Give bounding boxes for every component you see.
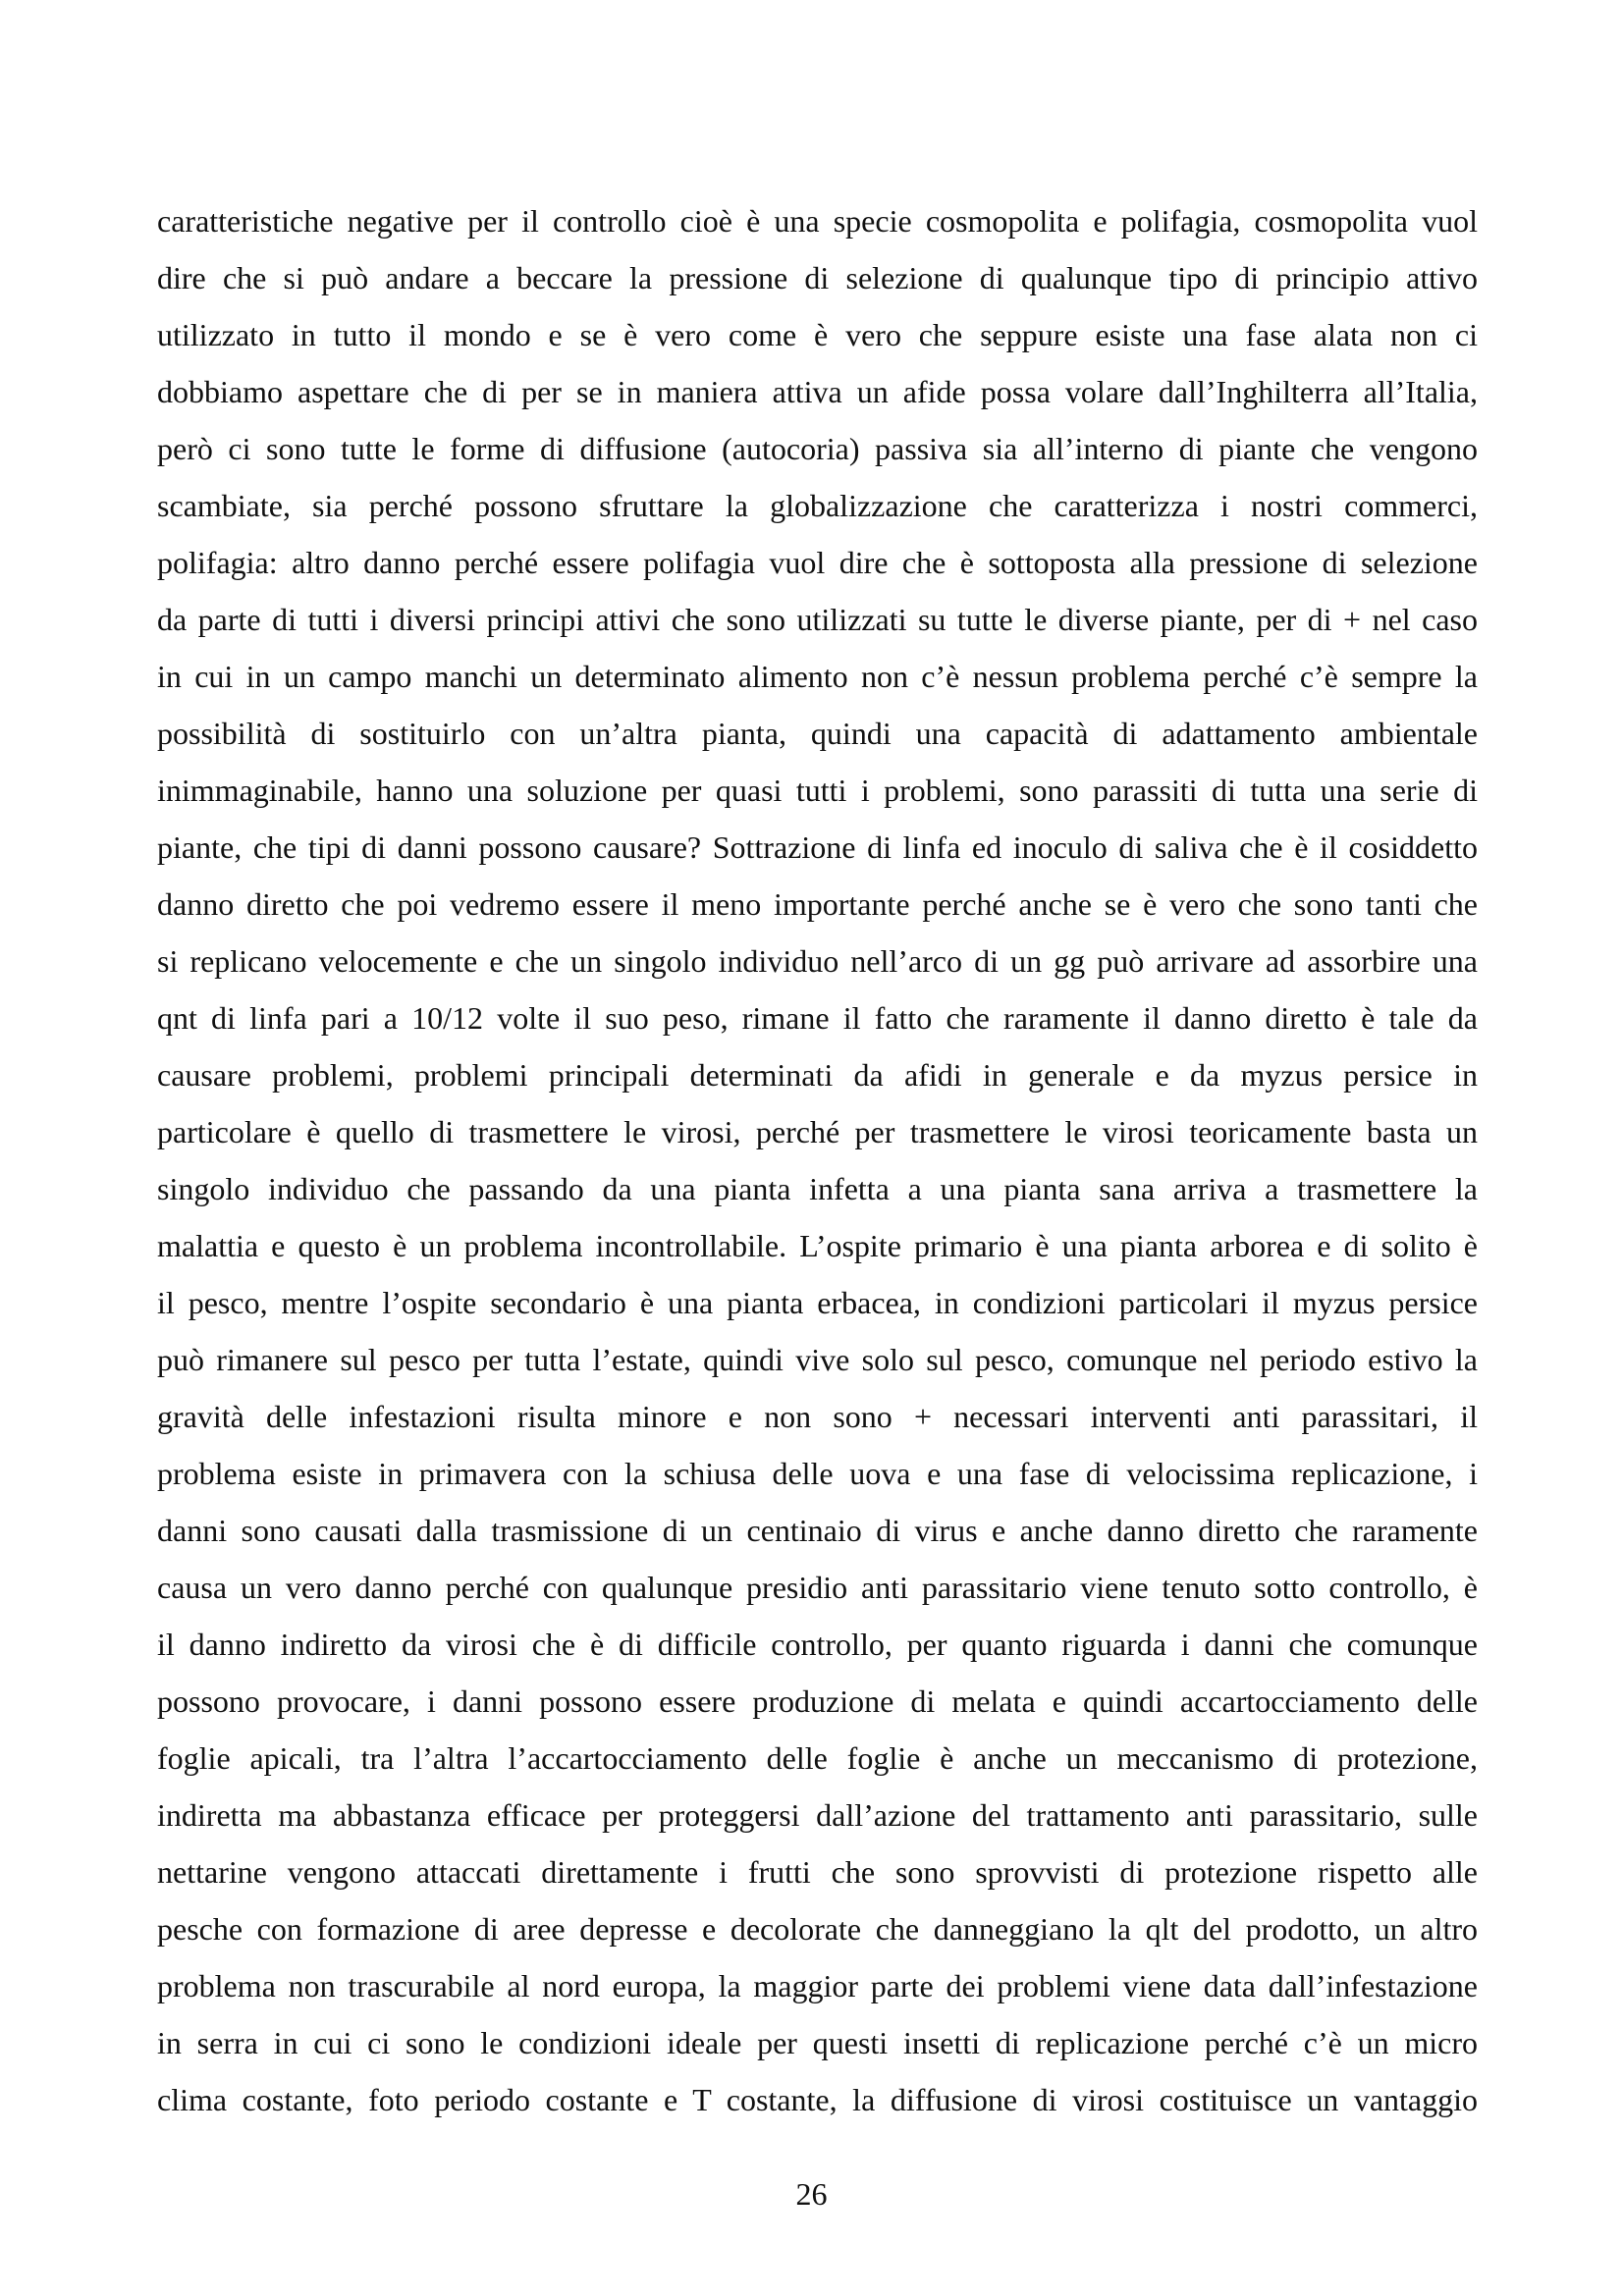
text-line: possono provocare, i danni possono essere produzione di melata e quindi accartocciamento delle <box>157 1683 1478 1719</box>
text-line: da parte di tutti i diversi principi attivi che sono utilizzati su tutte le diverse piante, per di + nel caso <box>157 602 1478 637</box>
text-line: gravità delle infestazioni risulta minore e non sono + necessari interventi anti parassitari, il <box>157 1399 1478 1434</box>
text-line: caratteristiche negative per il controllo cioè è una specie cosmopolita e polifagia, cosmopolita vuol <box>157 203 1478 239</box>
text-line: foglie apicali, tra l’altra l’accartocciamento delle foglie è anche un meccanismo di protezione, <box>157 1740 1478 1776</box>
text-line: indiretta ma abbastanza efficace per proteggersi dall’azione del trattamento anti parassitario, sulle <box>157 1797 1478 1833</box>
text-line: problema non trascurabile al nord europa, la maggior parte dei problemi viene data dall’infestazione <box>157 1968 1478 2003</box>
body-text <box>157 192 1478 2128</box>
text-line: in serra in cui ci sono le condizioni ideale per questi insetti di replicazione perché c’è un micro <box>157 2025 1478 2060</box>
text-line: problema esiste in primavera con la schiusa delle uova e una fase di velocissima replicazione, i <box>157 1456 1478 1491</box>
text-line: però ci sono tutte le forme di diffusione (autocoria) passiva sia all’interno di piante che vengono <box>157 431 1478 466</box>
text-line: qnt di linfa pari a 10/12 volte il suo peso, rimane il fatto che raramente il danno diretto è tale da <box>157 1000 1478 1036</box>
text-line: causa un vero danno perché con qualunque presidio anti parassitario viene tenuto sotto controllo, è <box>157 1570 1478 1605</box>
text-line: clima costante, foto periodo costante e T costante, la diffusione di virosi costituisce un vantaggio <box>157 2082 1478 2117</box>
text-line: malattia e questo è un problema incontrollabile. L’ospite primario è una pianta arborea e di solito è <box>157 1228 1478 1263</box>
text-line: può rimanere sul pesco per tutta l’estate, quindi vive solo sul pesco, comunque nel periodo estivo la <box>157 1342 1478 1377</box>
page-number: 26 <box>795 2176 828 2212</box>
text-line: scambiate, sia perché possono sfruttare la globalizzazione che caratterizza i nostri commerci, <box>157 488 1478 523</box>
text-line: pesche con formazione di aree depresse e decolorate che danneggiano la qlt del prodotto, un altro <box>157 1911 1478 1947</box>
text-line: singolo individuo che passando da una pianta infetta a una pianta sana arriva a trasmettere la <box>157 1171 1478 1206</box>
text-line: polifagia: altro danno perché essere polifagia vuol dire che è sottoposta alla pressione di selezione <box>157 545 1478 580</box>
text-line: causare problemi, problemi principali determinati da afidi in generale e da myzus persice in <box>157 1057 1478 1093</box>
text-line: si replicano velocemente e che un singolo individuo nell’arco di un gg può arrivare ad assorbire una <box>157 943 1478 979</box>
text-line: dire che si può andare a beccare la pressione di selezione di qualunque tipo di principio attivo <box>157 260 1478 295</box>
text-line: inimmaginabile, hanno una soluzione per quasi tutti i problemi, sono parassiti di tutta una serie di <box>157 773 1478 808</box>
text-line: dobbiamo aspettare che di per se in maniera attiva un afide possa volare dall’Inghilterra all’Italia, <box>157 374 1478 409</box>
text-line: il pesco, mentre l’ospite secondario è una pianta erbacea, in condizioni particolari il myzus persice <box>157 1285 1478 1320</box>
text-line: in cui in un campo manchi un determinato alimento non c’è nessun problema perché c’è sempre la <box>157 659 1478 694</box>
text-line: utilizzato in tutto il mondo e se è vero come è vero che seppure esiste una fase alata non ci <box>157 317 1478 352</box>
text-line: possibilità di sostituirlo con un’altra pianta, quindi una capacità di adattamento ambientale <box>157 716 1478 751</box>
text-line: particolare è quello di trasmettere le virosi, perché per trasmettere le virosi teoricamente basta un <box>157 1114 1478 1149</box>
text-line: piante, che tipi di danni possono causare? Sottrazione di linfa ed inoculo di saliva che è il cosiddetto <box>157 829 1478 865</box>
text-line: danni sono causati dalla trasmissione di un centinaio di virus e anche danno diretto che raramente <box>157 1513 1478 1548</box>
text-line: il danno indiretto da virosi che è di difficile controllo, per quanto riguarda i danni che comunque <box>157 1627 1478 1662</box>
text-line: nettarine vengono attaccati direttamente i frutti che sono sprovvisti di protezione rispetto alle <box>157 1854 1478 1890</box>
text-line: danno diretto che poi vedremo essere il meno importante perché anche se è vero che sono tanti che <box>157 886 1478 922</box>
